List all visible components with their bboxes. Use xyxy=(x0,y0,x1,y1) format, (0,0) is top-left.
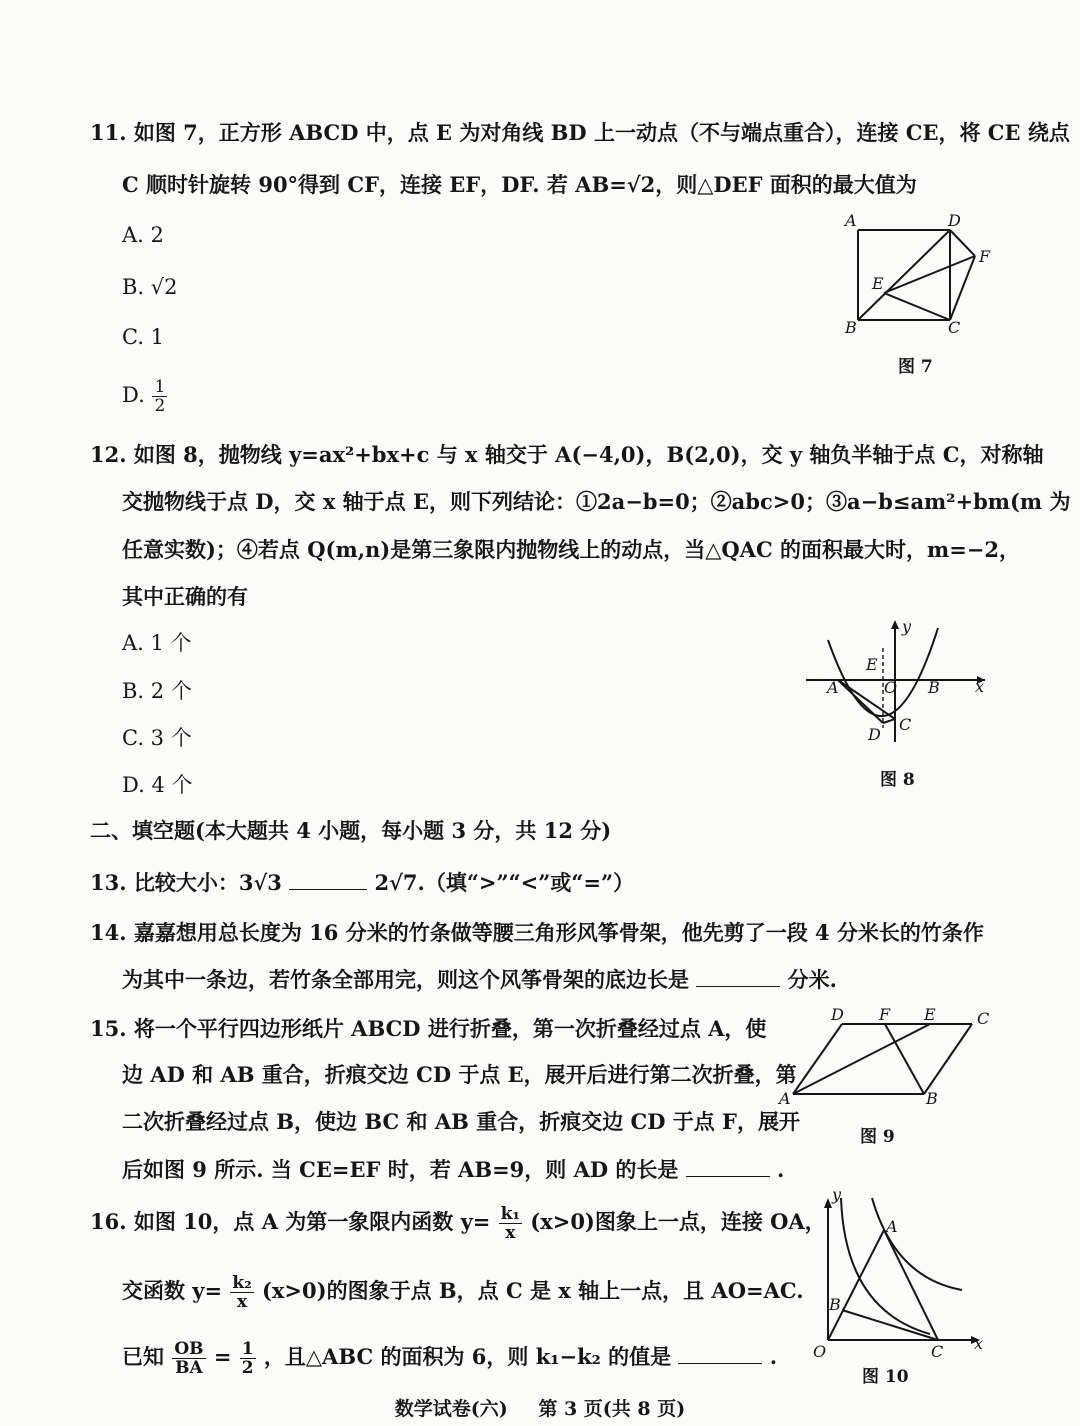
q13-suffix: 2√7.（填“>”“<”或“=”） xyxy=(374,870,635,895)
q11-line1: 11. 如图 7，正方形 ABCD 中，点 E 为对角线 BD 上一动点（不与端点重合），连接 CE，将 CE 绕点 xyxy=(90,120,1070,145)
fig9-label-a: A xyxy=(779,1089,791,1108)
figure-10-hyperbolas xyxy=(805,1185,995,1365)
q13-prefix: 13. 比较大小：3√3 xyxy=(90,870,282,895)
q16-line1 xyxy=(90,1205,826,1242)
figure-10-caption: 图 10 xyxy=(862,1367,909,1387)
fig7-label-d: D xyxy=(948,211,961,230)
q14-line2-prefix: 为其中一条边，若竹条全部用完，则这个风筝骨架的底边长是 xyxy=(122,967,689,992)
fig7-label-f: F xyxy=(979,247,991,266)
q16-line2-fraction: $\frac{\text{k₂}}{x}$ xyxy=(232,1273,252,1312)
q11-option-c: C. 1 xyxy=(122,325,165,349)
q11-option-d-fraction: $\frac{1}{2}$ xyxy=(154,377,166,416)
fig8-label-x: x xyxy=(975,677,985,696)
section-2-title: 二、填空题(本大题共 4 小题，每小题 3 分，共 12 分) xyxy=(90,818,612,843)
q14-line1: 14. 嘉嘉想用总长度为 16 分米的竹条做等腰三角形风筝骨架，他先剪了一段 4 分米长的竹条作 xyxy=(90,920,984,945)
q12-option-d: D. 4 个 xyxy=(122,773,193,797)
q15-line2: 边 AD 和 AB 重合，折痕交边 CD 于点 E，展开后进行第二次折叠，第 xyxy=(122,1062,797,1087)
fig7-label-e: E xyxy=(872,274,884,293)
q16-line3-prefix: 已知 xyxy=(122,1344,164,1369)
q16-line2-suffix: (x>0)的图象于点 B，点 C 是 x 轴上一点，且 AO=AC. xyxy=(261,1278,804,1303)
fig9-label-e: E xyxy=(924,1005,936,1024)
q16-line3-fraction-ob-ba: $\frac{OB}{BA}$ xyxy=(174,1339,204,1378)
q15-answer-blank[interactable] xyxy=(686,1156,770,1177)
fig9-label-b: B xyxy=(926,1089,938,1108)
q11-option-a: A. 2 xyxy=(122,223,164,247)
q16-line3-suffix: ，且△ABC 的面积为 6，则 k₁−k₂ 的值是 xyxy=(263,1344,672,1369)
q16-line1-fraction: $\frac{\text{k₁}}{x}$ xyxy=(500,1204,520,1243)
q16-line3 xyxy=(122,1340,777,1377)
q13-line xyxy=(90,868,634,898)
q16-line2 xyxy=(122,1274,804,1311)
q12-line2: 交抛物线于点 D，交 x 轴于点 E，则下列结论：①2a−b=0；②abc>0；③a−b≤am²+bm(m 为 xyxy=(122,489,1071,514)
fig8-label-a: A xyxy=(827,678,839,697)
q16-line2-prefix: 交函数 y= xyxy=(122,1278,223,1303)
fig9-label-c: C xyxy=(977,1009,990,1028)
q16-line3-eq: = xyxy=(213,1344,232,1369)
figure-7-caption: 图 7 xyxy=(898,357,933,377)
q16-line1-suffix: (x>0)图象上一点，连接 OA， xyxy=(530,1209,826,1234)
fig10-label-o: O xyxy=(813,1342,827,1361)
figure-8-caption: 图 8 xyxy=(880,770,915,790)
q15-line1: 15. 将一个平行四边形纸片 ABCD 进行折叠，第一次折叠经过点 A，使 xyxy=(90,1016,767,1041)
fig8-label-c: C xyxy=(899,715,912,734)
footer-exam-title: 数学试卷(六) xyxy=(394,1398,508,1420)
fig8-label-o: O xyxy=(884,678,898,697)
q12-option-c: C. 3 个 xyxy=(122,726,192,750)
fig8-label-b: B xyxy=(928,678,940,697)
q11-line2: C 顺时针旋转 90°得到 CF，连接 EF，DF. 若 AB=√2，则△DEF 面积的最大值为 xyxy=(122,172,917,197)
fig10-label-c: C xyxy=(931,1342,944,1361)
fig7-label-c: C xyxy=(948,318,961,337)
q14-answer-blank[interactable] xyxy=(696,966,780,987)
fig9-label-f: F xyxy=(879,1005,891,1024)
q16-line1-prefix: 16. 如图 10，点 A 为第一象限内函数 y= xyxy=(90,1209,491,1234)
q12-option-b: B. 2 个 xyxy=(122,679,192,703)
figure-7-square xyxy=(830,205,1000,345)
q12-line1: 12. 如图 8，抛物线 y=ax²+bx+c 与 x 轴交于 A(−4,0)，B(2,0)，交 y 轴负半轴于点 C，对称轴 xyxy=(90,442,1044,467)
fig8-label-e: E xyxy=(866,655,878,674)
fig8-label-d: D xyxy=(868,725,881,744)
fig10-label-y: y xyxy=(832,1185,842,1204)
q16-line3-end: . xyxy=(769,1344,778,1369)
fig7-label-a: A xyxy=(845,211,857,230)
q15-line4 xyxy=(122,1155,784,1185)
fig10-label-b: B xyxy=(829,1295,841,1314)
q13-answer-blank[interactable] xyxy=(289,869,367,890)
fig8-label-y: y xyxy=(902,617,912,636)
footer-page-number: 第 3 页(共 8 页) xyxy=(538,1398,686,1420)
fig7-label-b: B xyxy=(845,318,857,337)
q14-line2-suffix: 分米. xyxy=(787,967,837,992)
q15-line4-suffix: . xyxy=(777,1157,785,1182)
figure-8-parabola xyxy=(800,615,1000,750)
q15-line3: 二次折叠经过点 B，使边 BC 和 AB 重合，折痕交边 CD 于点 F，展开 xyxy=(122,1109,800,1134)
q11-option-b: B. √2 xyxy=(122,275,178,299)
q12-line3: 任意实数)；④若点 Q(m,n)是第三象限内抛物线上的动点，当△QAC 的面积最大时，m=−2， xyxy=(122,537,1020,562)
q12-option-a: A. 1 个 xyxy=(122,631,192,655)
q11-option-d-prefix: D. xyxy=(122,383,145,407)
q16-answer-blank[interactable] xyxy=(678,1343,762,1364)
page-footer xyxy=(0,1394,1080,1421)
fig10-label-x: x xyxy=(974,1334,984,1353)
q16-line3-fraction-half: $\frac{1}{2}$ xyxy=(241,1339,254,1378)
figure-9-parallelogram xyxy=(775,1000,995,1110)
fig9-label-d: D xyxy=(831,1005,844,1024)
q12-line4: 其中正确的有 xyxy=(122,584,248,609)
q14-line2 xyxy=(122,965,837,995)
q15-line4-prefix: 后如图 9 所示. 当 CE=EF 时，若 AB=9，则 AD 的长是 xyxy=(122,1157,679,1182)
fig10-label-a: A xyxy=(886,1217,898,1236)
figure-9-caption: 图 9 xyxy=(860,1127,895,1147)
q11-option-d xyxy=(122,378,168,415)
